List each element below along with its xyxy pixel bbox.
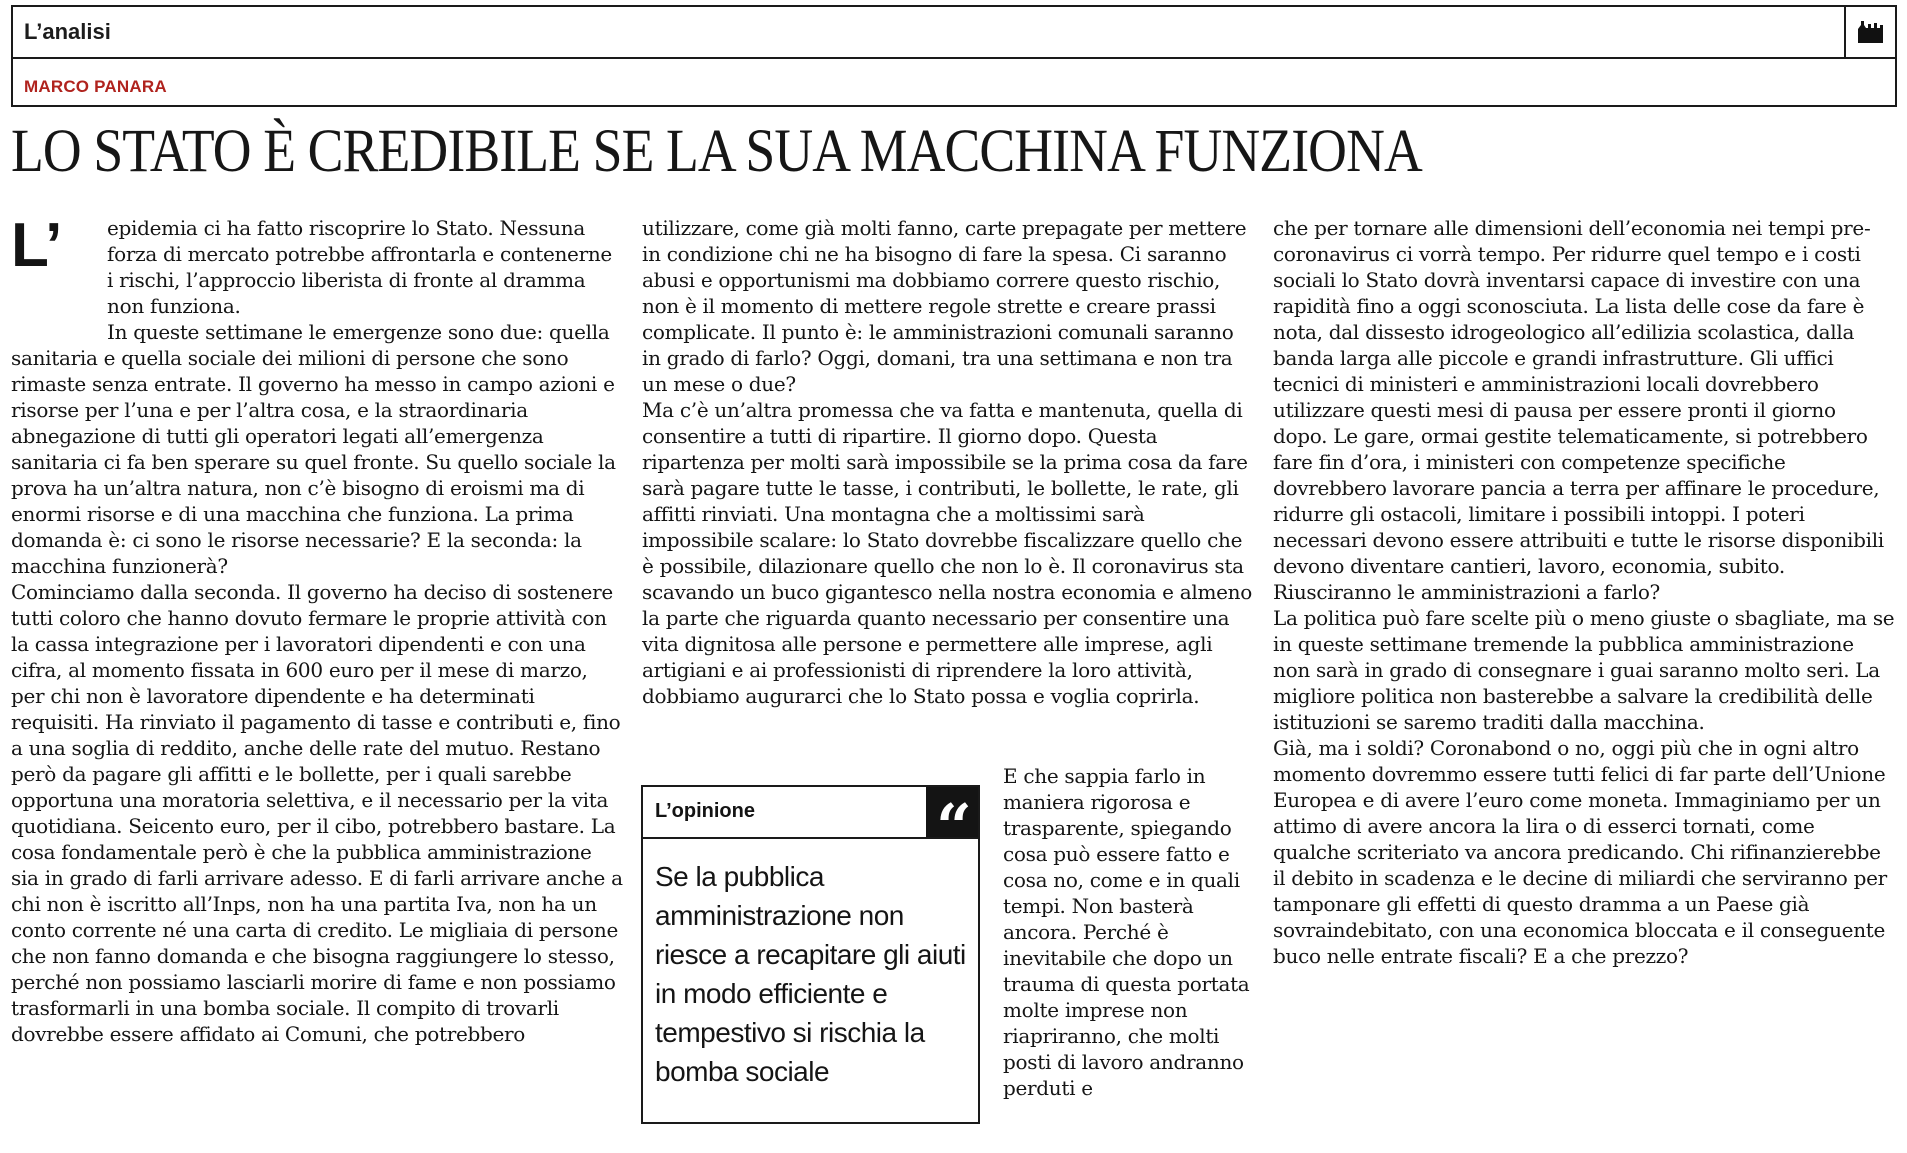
article-column-2 — [642, 215, 1252, 709]
paragraph: Ma c’è un’altra promessa che va fatta e mantenuta, quella di consentire a tutti di ripartire. Il giorno dopo. Questa ripartenza per molti sarà impossibile se la prima cosa da fare sarà pagare tutte le tasse, i contributi, le bollette, le rate, gli affitti rinviati. Una montagna che a moltissimi sarà impossibile scalare: lo Stato dovrebbe fiscalizzare quello che è possibile, dilazionare quello che non lo è. Il coronavirus sta scavando un buco gigantesco nella nostra economia e almeno la parte che riguarda quanto necessario per consentire una vita dignitosa alle persone e permettere alle imprese, agli artigiani e ai professionisti di riprendere la loro attività, dobbiamo augurarci che lo Stato possa e voglia coprirla. — [642, 398, 1252, 708]
paragraph: Cominciamo dalla seconda. Il governo ha deciso di sostenere tutti coloro che hanno dovuto fermare le proprie attività con la cassa integrazione per i lavoratori dipendenti e con una cifra, al momento fissata in 600 euro per il mese di marzo, per chi non è lavoratore dipendente e ha determinati requisiti. Ha rinviato il pagamento di tasse e contributi e, fino a una soglia di reddito, anche delle rate del mutuo. Restano però da pagare gli affitti e le bollette, per i quali sarebbe opportuna una moratoria selettiva, e il necessario per la vita quotidiana. Seicento euro, per il cibo, potrebbero bastare. La cosa fondamentale però è che la pubblica amministrazione sia in grado di farli arrivare adesso. E di farli arrivare anche a chi non è iscritto all’Inps, non ha una partita Iva, non ha un conto corrente né una carta di credito. Le migliaia di persone che non fanno domanda e che bisogna raggiungere lo stesso, perché non possiamo lasciarli morire di fame e non possiamo trasformarli in una bomba sociale. Il compito di trovarli dovrebbe essere affidato ai Comuni, che potrebbero — [11, 580, 623, 1046]
page-title: LO STATO È CREDIBILE SE LA SUA MACCHINA FUNZIONA — [11, 118, 1422, 185]
paragraph: utilizzare, come già molti fanno, carte prepagate per mettere in condizione chi ne ha bisogno di fare la spesa. Ci saranno abusi e opportunismi ma dobbiamo correre questo rischio, non è il momento di mettere regole strette e creare prassi complicate. Il punto è: le amministrazioni comunali saranno in grado di farlo? Oggi, domani, tra una settimana e non tra un mese o due? — [642, 216, 1247, 396]
opinion-box — [641, 785, 980, 1124]
opinion-header — [643, 787, 978, 863]
paragraph: La politica può fare scelte più o meno giuste o sbagliate, ma se in queste settimane tremende la pubblica amministrazione non sarà in grado di consegnare i guai saranno molto seri. La migliore politica non basterebbe a salvare la credibilità delle istituzioni se saremo traditi dalla macchina. — [1273, 606, 1895, 734]
paragraph: In queste settimane le emergenze sono due: quella sanitaria e quella sociale dei milioni di persone che sono rimaste senza entrate. Il governo ha messo in campo azioni e risorse per l’una e per l’altra cosa, e la straordinaria abnegazione di tutti gli operatori legati all’emergenza sanitaria ci fa ben sperare su quel fronte. Su quello sociale la prova ha un’altra natura, non c’è bisogno di eroismi ma di enormi risorse e di una macchina che funziona. La prima domanda è: ci sono le risorse necessarie? E la seconda: la macchina funzionerà? — [11, 320, 616, 578]
paragraph: E che sappia farlo in maniera rigorosa e trasparente, spiegando cosa può essere fatto e cosa no, come e in quali tempi. Non basterà ancora. Perché è inevitabile che dopo un trauma di questa portata molte imprese non riapriranno, che molti posti di lavoro andranno perduti e — [1003, 764, 1250, 1100]
paragraph: epidemia ci ha fatto riscoprire lo Stato. Nessuna forza di mercato potrebbe affrontarla e contenerne i rischi, l’approccio liberista di fronte al dramma non funziona. — [107, 216, 612, 318]
section-label: L’analisi — [24, 19, 111, 44]
paragraph: Già, ma i soldi? Coronabond o no, oggi più che in ogni altro momento dovremmo essere tutti felici di far parte dell’Unione Europea e di avere l’euro come moneta. Immaginiamo per un attimo di avere ancora la lira o di esserci tornati, come qualche scriteriato va ancora predicando. Chi rifinanzierebbe il debito in scadenza e le decine di miliardi che serviranno per tamponare gli effetti di questo dramma a un Paese già sovraindebitato, con una economica bloccata e il conseguente buco nelle entrate fiscali? E a che prezzo? — [1273, 736, 1887, 968]
article-column-2-continuation — [1003, 763, 1253, 1101]
quote-icon: “ — [926, 787, 978, 837]
pull-quote: Se la pubblica amministrazione non riesce a recapitare gli aiuti in modo efficiente e tempestivo si rischia la bomba sociale — [655, 861, 966, 1087]
newspaper-logo-icon — [1844, 7, 1895, 57]
author-byline: MARCO PANARA — [24, 77, 167, 96]
drop-cap: L’ — [11, 211, 63, 280]
article-column-1 — [11, 211, 623, 1047]
article-column-3 — [1273, 215, 1895, 969]
article-header — [11, 5, 1897, 107]
opinion-label: L’opinione — [655, 800, 755, 822]
paragraph: che per tornare alle dimensioni dell’economia nei tempi pre-coronavirus ci vorrà tempo. Per ridurre quel tempo e i costi sociali lo Stato dovrà inventarsi capace di investire con una rapidità fino a oggi sconosciuta. La lista delle cose da fare è nota, dal dissesto idrogeologico all’edilizia scolastica, dalla banda larga alle piccole e grandi infrastrutture. Gli uffici tecnici di ministeri e amministrazioni locali dovrebbero utilizzare questi mesi di pausa per essere pronti il giorno dopo. Le gare, ormai gestite telematicamente, si potrebbero fare fin d’ora, i ministeri con competenze specifiche dovrebbero lavorare pancia a terra per affinare le procedure, ridurre gli ostacoli, limitare i possibili intoppi. I poteri necessari devono essere attribuiti e tutte le risorse disponibili devono diventare cantieri, lavoro, economia, subito. Riusciranno le amministrazioni a farlo? — [1273, 216, 1884, 604]
header-divider — [13, 57, 1895, 59]
